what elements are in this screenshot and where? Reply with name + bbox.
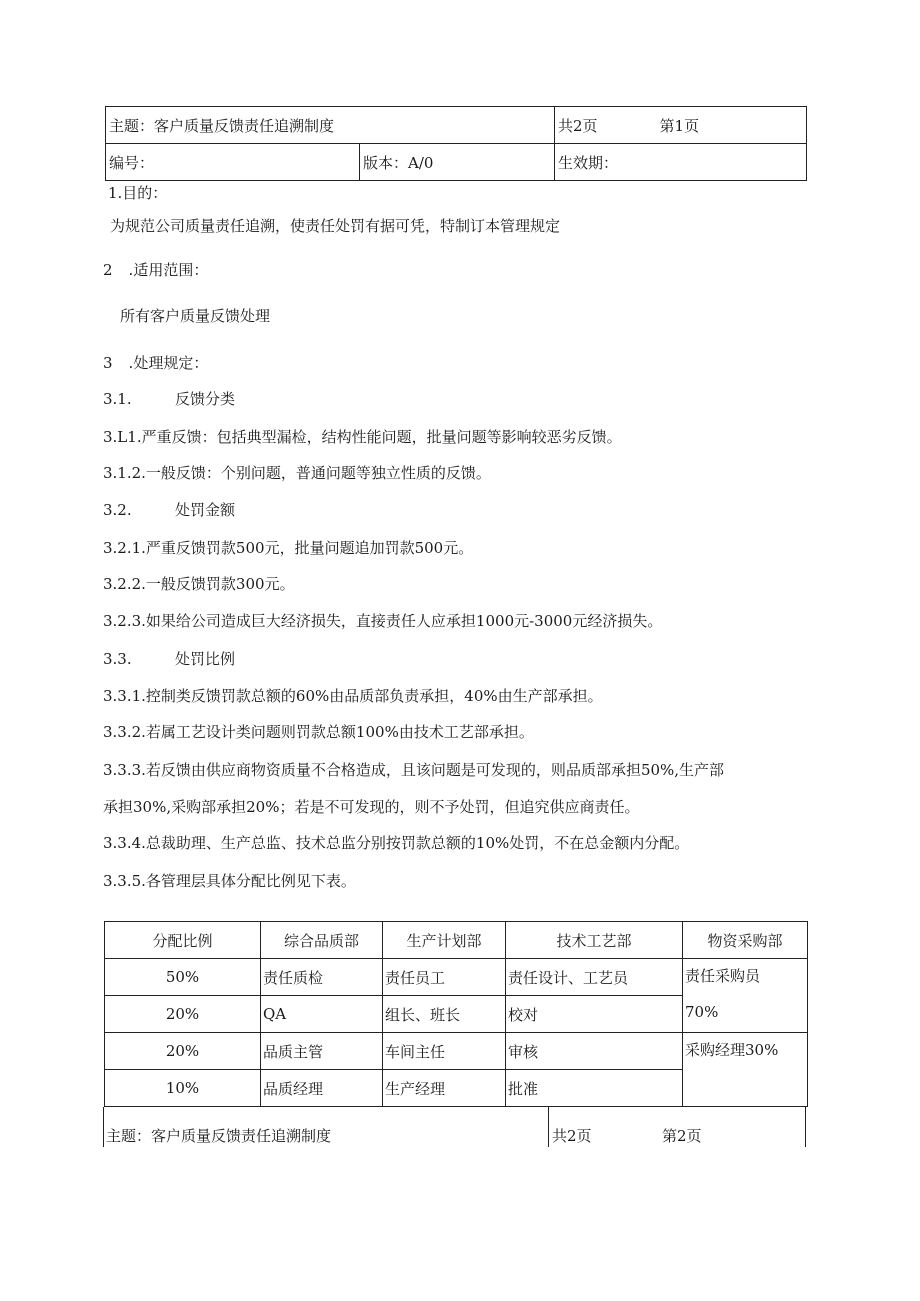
table-header-cell: 生产计划部 bbox=[383, 922, 506, 959]
table-cell: 批准 bbox=[506, 1070, 683, 1107]
table-header-cell: 物资采购部 bbox=[683, 922, 808, 959]
table-cell-ratio: 50% bbox=[105, 959, 261, 996]
header-page-info bbox=[555, 107, 807, 144]
clause-3-3-1: 3.3.1.控制类反馈罚款总额的60%由品质部负责承担，40%由生产部承担。 bbox=[103, 687, 603, 705]
section-2-title bbox=[103, 259, 208, 280]
table-cell: 品质经理 bbox=[261, 1070, 383, 1107]
table-cell: 责任设计、工艺员 bbox=[506, 959, 683, 996]
section-1-body: 为规范公司质量责任追溯，使责任处罚有据可凭，特制订本管理规定 bbox=[110, 217, 561, 235]
clause-3-1-2: 3.1.2.一般反馈：个别问题，普通问题等独立性质的反馈。 bbox=[103, 464, 491, 482]
clause-3-3-4: 3.3.4.总裁助理、生产总监、技术总监分别按罚款总额的10%处罚，不在总金额内分配。 bbox=[103, 834, 690, 852]
table-row bbox=[105, 959, 808, 996]
table-cell: 组长、班长 bbox=[383, 996, 506, 1033]
table-row bbox=[105, 1033, 808, 1070]
clause-3-3-2: 3.3.2.若属工艺设计类问题则罚款总额100%由技术工艺部承担。 bbox=[103, 723, 534, 741]
clause-3-2-1: 3.2.1.严重反馈罚款500元，批量问题追加罚款500元。 bbox=[103, 539, 474, 557]
clause-3-3-3-line-1: 3.3.3.若反馈由供应商物资质量不合格造成，且该问题是可发现的，则品质部承担50%,生产部 bbox=[103, 761, 725, 779]
clause-3-2-3: 3.2.3.如果给公司造成巨大经济损失，直接责任人应承担1000元-3000元经济损失。 bbox=[103, 612, 663, 630]
table-cell: QA bbox=[261, 996, 383, 1033]
next-page-total-pages: 共2页 bbox=[552, 1127, 592, 1145]
section-3-3-heading bbox=[103, 648, 235, 669]
table-cell: 车间主任 bbox=[383, 1033, 506, 1070]
table-cell: 审核 bbox=[506, 1033, 683, 1070]
table-header-cell: 分配比例 bbox=[105, 922, 261, 959]
section-3-1-title: 反馈分类 bbox=[175, 390, 236, 408]
table-cell-ratio: 10% bbox=[105, 1070, 261, 1107]
table-cell: 生产经理 bbox=[383, 1070, 506, 1107]
table-cell-ratio: 20% bbox=[105, 996, 261, 1033]
section-3-3-title: 处罚比例 bbox=[175, 650, 236, 668]
table-cell: 品质主管 bbox=[261, 1033, 383, 1070]
table-cell-ratio: 20% bbox=[105, 1033, 261, 1070]
purchasing-role: 责任采购员 bbox=[685, 967, 761, 985]
next-page-subject: 主题：客户质量反馈责任追溯制度 bbox=[106, 1127, 332, 1145]
table-cell: 责任员工 bbox=[383, 959, 506, 996]
clause-3-2-2: 3.2.2.一般反馈罚款300元。 bbox=[103, 575, 295, 593]
header-total-pages: 共2页 bbox=[558, 116, 598, 135]
section-2-body: 所有客户质量反馈处理 bbox=[120, 307, 271, 325]
header-version: 版本：A/0 bbox=[360, 144, 555, 181]
section-3-number: 3 bbox=[103, 354, 113, 372]
clause-3-3-5: 3.3.5.各管理层具体分配比例见下表。 bbox=[103, 872, 356, 890]
next-page-number: 第2页 bbox=[662, 1127, 702, 1145]
table-header-cell: 技术工艺部 bbox=[506, 922, 683, 959]
table-header-row bbox=[105, 922, 808, 959]
section-3-label: .处理规定： bbox=[128, 354, 209, 372]
section-3-3-number: 3.3. bbox=[103, 650, 132, 668]
next-page-divider bbox=[548, 1107, 549, 1147]
section-1-title: 1.目的： bbox=[108, 184, 168, 202]
header-doc-number: 编号： bbox=[106, 144, 360, 181]
section-3-2-heading bbox=[103, 499, 235, 520]
header-page-number: 第1页 bbox=[659, 116, 700, 135]
document-header-table bbox=[105, 106, 807, 181]
allocation-table bbox=[104, 921, 808, 1107]
section-3-title bbox=[103, 352, 208, 373]
section-3-2-title: 处罚金额 bbox=[175, 501, 236, 519]
next-page-header bbox=[103, 1107, 806, 1147]
table-cell-purchasing-manager: 采购经理30% bbox=[683, 1033, 808, 1107]
section-2-number: 2 bbox=[103, 261, 113, 279]
clause-3-1-1: 3.L1.严重反馈：包括典型漏检，结构性能问题，批量问题等影响较恶劣反馈。 bbox=[103, 428, 622, 446]
header-subject: 主题：客户质量反馈责任追溯制度 bbox=[106, 107, 555, 144]
table-cell: 校对 bbox=[506, 996, 683, 1033]
purchasing-ratio: 70% bbox=[685, 1003, 719, 1021]
section-3-2-number: 3.2. bbox=[103, 501, 132, 519]
section-3-1-heading bbox=[103, 388, 235, 409]
clause-3-3-3-line-2: 承担30%,采购部承担20%；若是不可发现的，则不予处罚，但追究供应商责任。 bbox=[103, 798, 640, 816]
table-cell-purchasing-responsible bbox=[683, 959, 808, 1033]
header-effective-date: 生效期： bbox=[555, 144, 807, 181]
table-header-cell: 综合品质部 bbox=[261, 922, 383, 959]
table-cell: 责任质检 bbox=[261, 959, 383, 996]
section-3-1-number: 3.1. bbox=[103, 390, 132, 408]
section-2-label: .适用范围： bbox=[128, 261, 209, 279]
